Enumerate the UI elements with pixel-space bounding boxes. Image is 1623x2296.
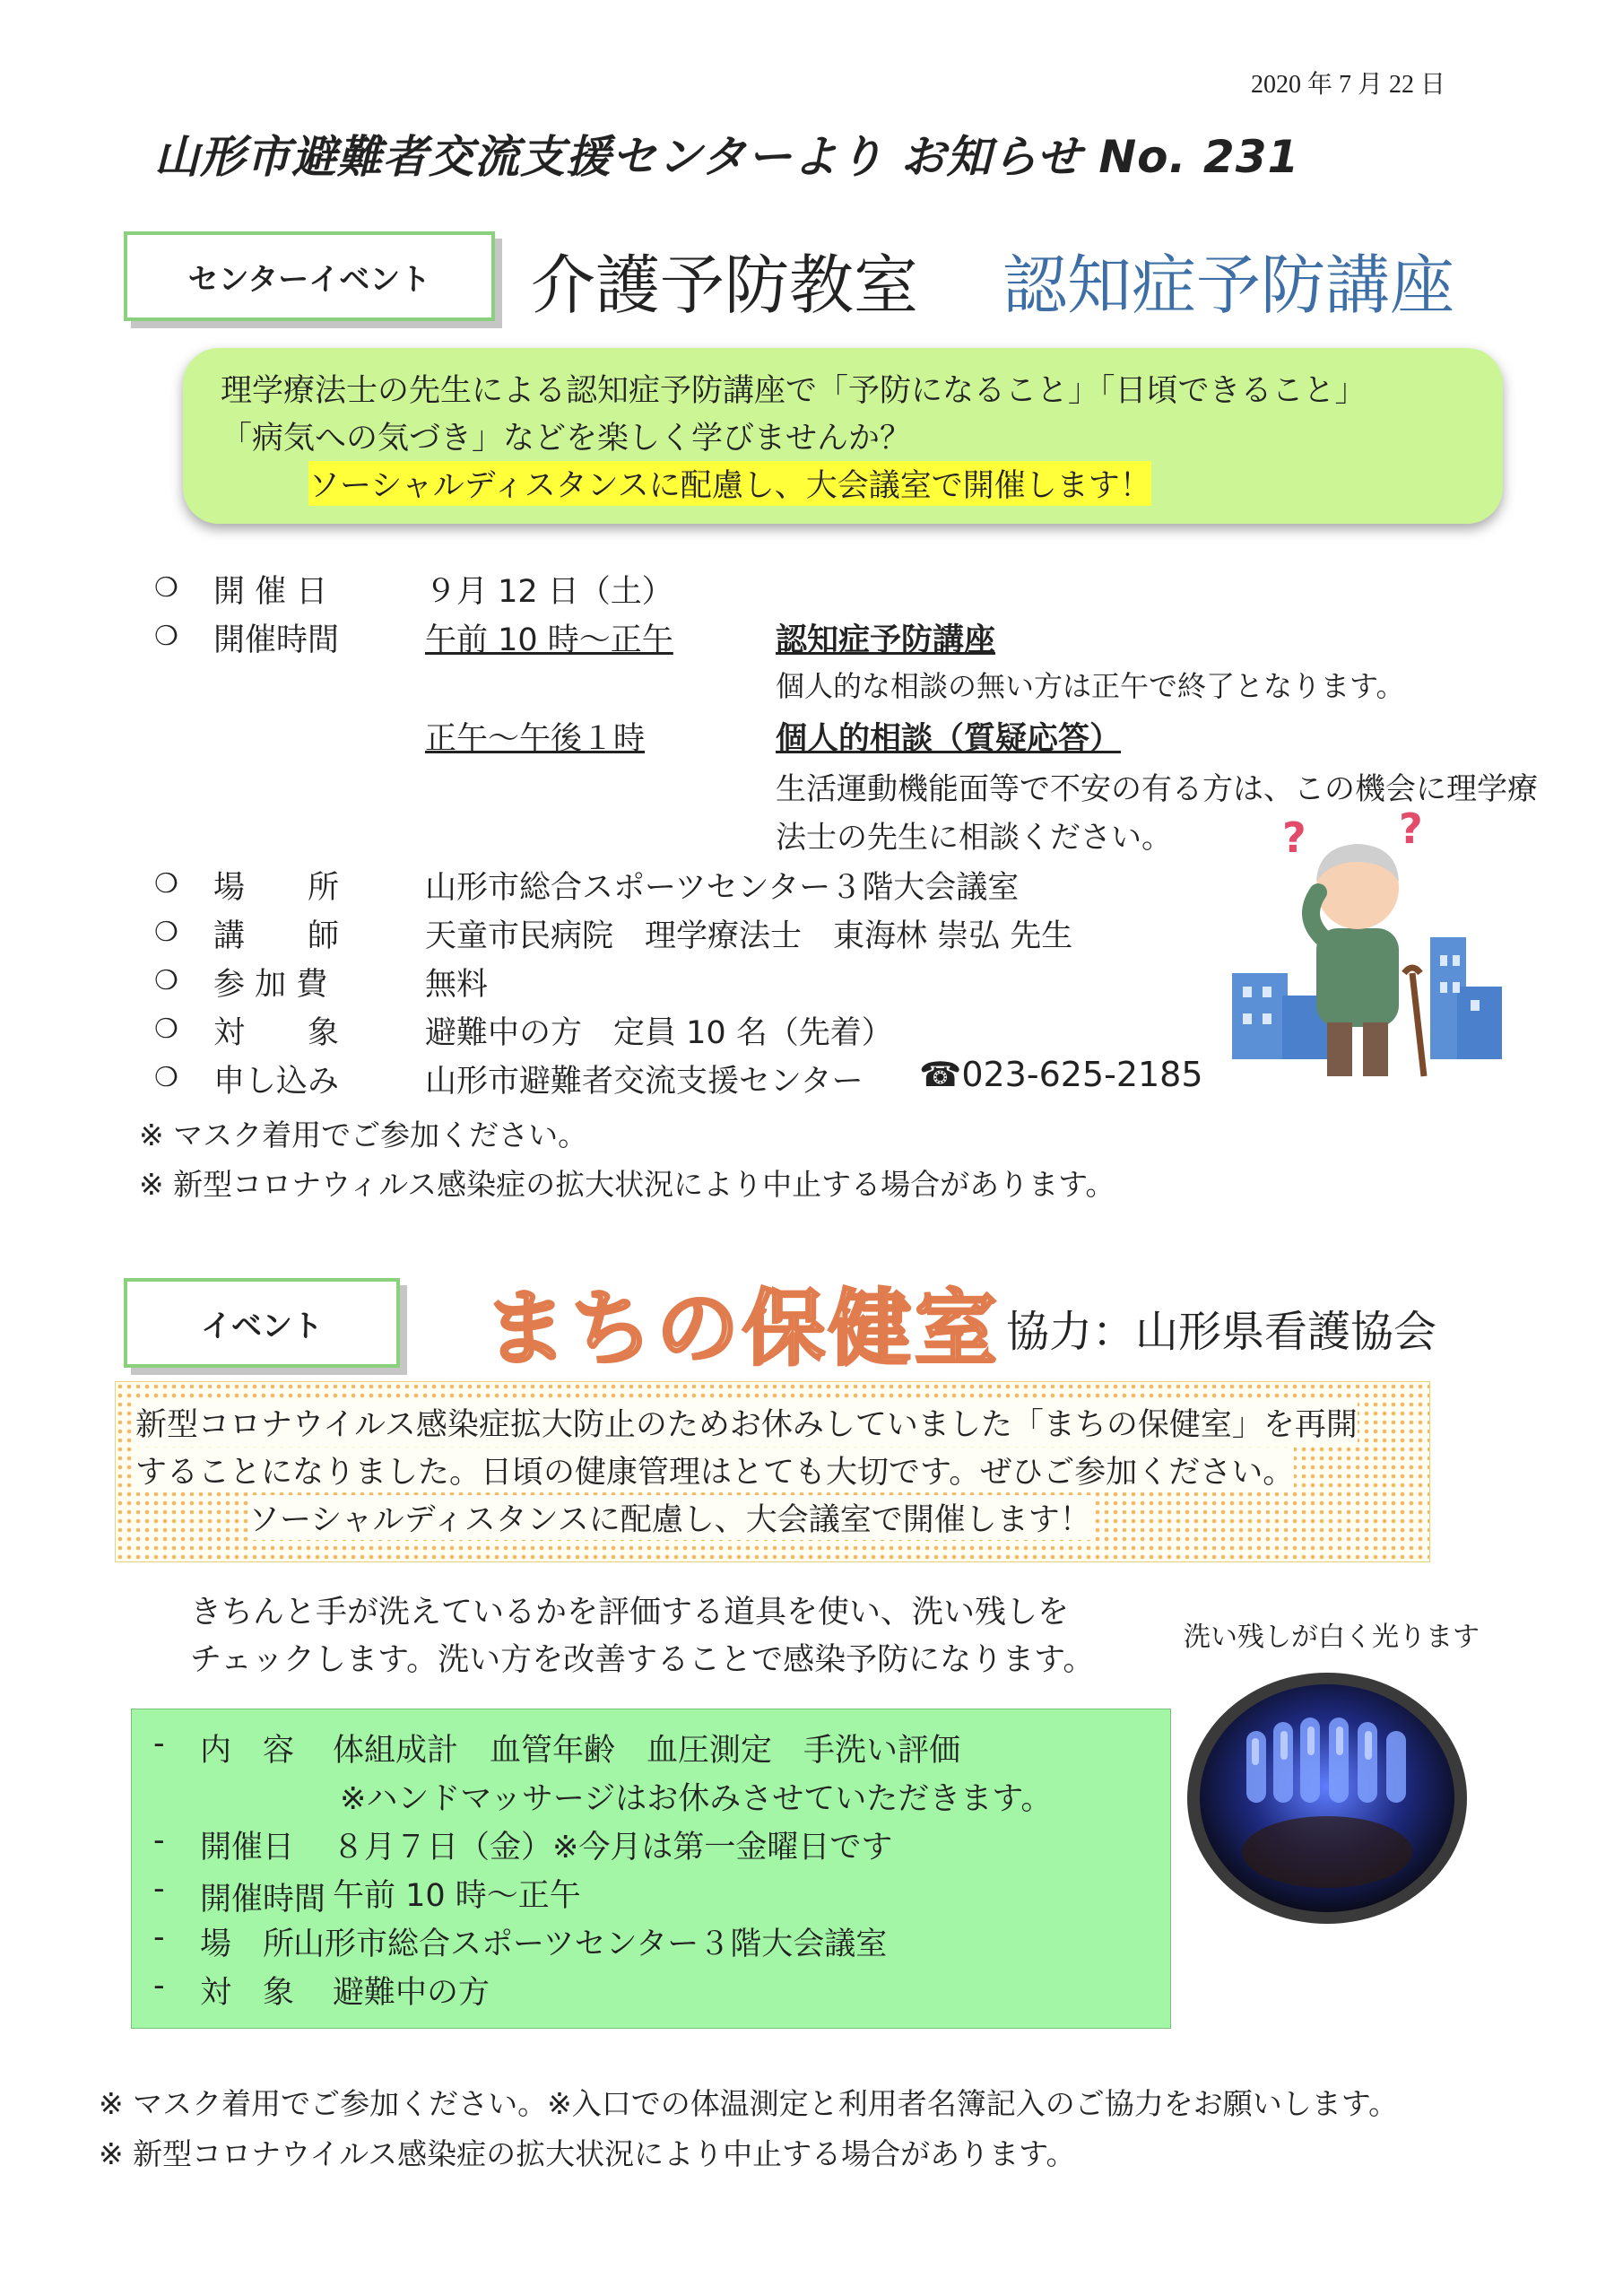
event1-title-main: 介護予防教室 [531,248,919,323]
target-value: 避難中の方 [333,1975,490,2011]
time-label: 開催時間 [200,1882,326,1918]
date-label: 開催日 [200,1830,295,1866]
date-value: ８月７日（金）※今月は第一金曜日です [333,1830,893,1866]
bullet-icon: ❍ [154,572,178,604]
target-label: 対 象 [200,1975,295,2011]
lecturer-label: 講 師 [213,918,340,954]
bullet-icon: ❍ [154,1062,178,1093]
event2-intro-line-1: 新型コロナウイルス感染症拡大防止のためお休みしていました「まちの保健室」を再開 [135,1400,1358,1445]
hand-wash-photo [1184,1668,1471,1928]
apply-label: 申し込み [213,1064,340,1100]
fee-value: 無料 [425,967,489,1003]
time1-title: 認知症予防講座 [776,622,996,658]
time1-desc: 個人的な相談の無い方は正午で終了となります。 [776,669,1405,703]
dash: - [153,1822,165,1858]
event2-tag: イベント [124,1278,400,1368]
target-value: 避難中の方 定員 10 名（先着） [425,1015,893,1051]
time2-value: 正午〜午後１時 [425,721,646,757]
intro-line-1: 理学療法士の先生による認知症予防講座で「予防になること」「日頃できること」 [221,373,1367,409]
lecturer-value: 天童市民病院 理学療法士 東海林 崇弘 先生 [425,918,1073,954]
event1-title-accent: 認知症予防講座 [1002,248,1455,323]
apply-value: 山形市避難者交流支援センター [425,1064,864,1100]
svg-text:?: ? [1399,804,1423,853]
place-value: 山形市総合スポーツセンター３階大会議室 [425,870,1020,906]
event2-info-box [131,1709,1171,2029]
dash: - [153,1968,165,2004]
event1-note-2: ※ 新型コロナウィルス感染症の拡大状況により中止する場合があります。 [139,1167,1115,1202]
date-label: 開 催 日 [213,574,328,610]
hand-wash-text-2: チェックします。洗い方を改善することで感染予防になります。 [190,1642,1095,1678]
event2-intro-line-2: することになりました。日頃の健康管理はとても大切です。ぜひご参加ください。 [135,1448,1294,1492]
header-title: 山形市避難者交流支援センターより お知らせ No. 231 [154,131,1300,183]
place-label: 場 所 [200,1926,295,1962]
bullet-icon: ❍ [154,868,178,900]
time2-desc-2: 法士の先生に相談ください。 [776,820,1172,856]
event1-intro-box [183,348,1503,524]
event2-title: まちの保健室 [484,1281,1002,1377]
place-label: 場 所 [213,870,340,906]
time1-value: 午前 10 時〜正午 [425,622,673,658]
bullet-icon: ❍ [154,621,178,652]
time2-desc-1: 生活運動機能面等で不安の有る方は、この機会に理学療 [776,771,1538,807]
place-value: 山形市総合スポーツセンター３階大会議室 [293,1926,888,1962]
target-label: 対 象 [213,1015,340,1051]
event1-note-1: ※ マスク着用でご参加ください。 [139,1118,588,1152]
hand-wash-text-1: きちんと手が洗えているかを評価する道具を使い、洗い残しを [190,1595,1070,1631]
time-label: 開催時間 [213,622,340,658]
dash: - [153,1726,165,1761]
time2-title: 個人的相談（質疑応答） [776,721,1122,757]
document-date: 2020 年 7 月 22 日 [1251,71,1446,99]
content-note: ※ハンドマッサージはお休みさせていただきます。 [340,1781,1053,1817]
content-value: 体組成計 血管年齢 血圧測定 手洗い評価 [333,1733,961,1769]
dash: - [153,1871,165,1907]
bullet-icon: ❍ [154,917,178,948]
date-value: ９月 12 日（土） [425,574,673,610]
svg-text:?: ? [1282,813,1306,862]
intro-line-2: 「病気への気づき」などを楽しく学びませんか？ [221,421,912,457]
intro-line-3-highlight: ソーシャルディスタンスに配慮し、大会議室で開催します！ [308,461,1151,506]
event2-intro-line-3-highlight: ソーシャルディスタンスに配慮し、大会議室で開催します！ [248,1495,1091,1540]
phone-number: ☎023-625-2185 [919,1055,1203,1094]
fee-label: 参 加 費 [213,967,328,1003]
event2-cooperation: 協力：山形県看護協会 [1006,1307,1437,1357]
dash: - [153,1919,165,1955]
event2-note-1: ※ マスク着用でご参加ください。※入口での体温測定と利用者名簿記入のご協力をお願いします。 [99,2086,1399,2121]
photo-caption: 洗い残しが白く光ります [1184,1622,1480,1653]
event1-tag: センターイベント [124,231,495,321]
event2-note-2: ※ 新型コロナウイルス感染症の拡大状況により中止する場合があります。 [99,2136,1076,2171]
time-value: 午前 10 時〜正午 [333,1878,581,1914]
content-label: 内 容 [200,1733,295,1769]
event2-intro-box [115,1381,1430,1562]
bullet-icon: ❍ [154,1013,178,1045]
bullet-icon: ❍ [154,965,178,996]
confused-elderly-illustration [1228,803,1506,1081]
